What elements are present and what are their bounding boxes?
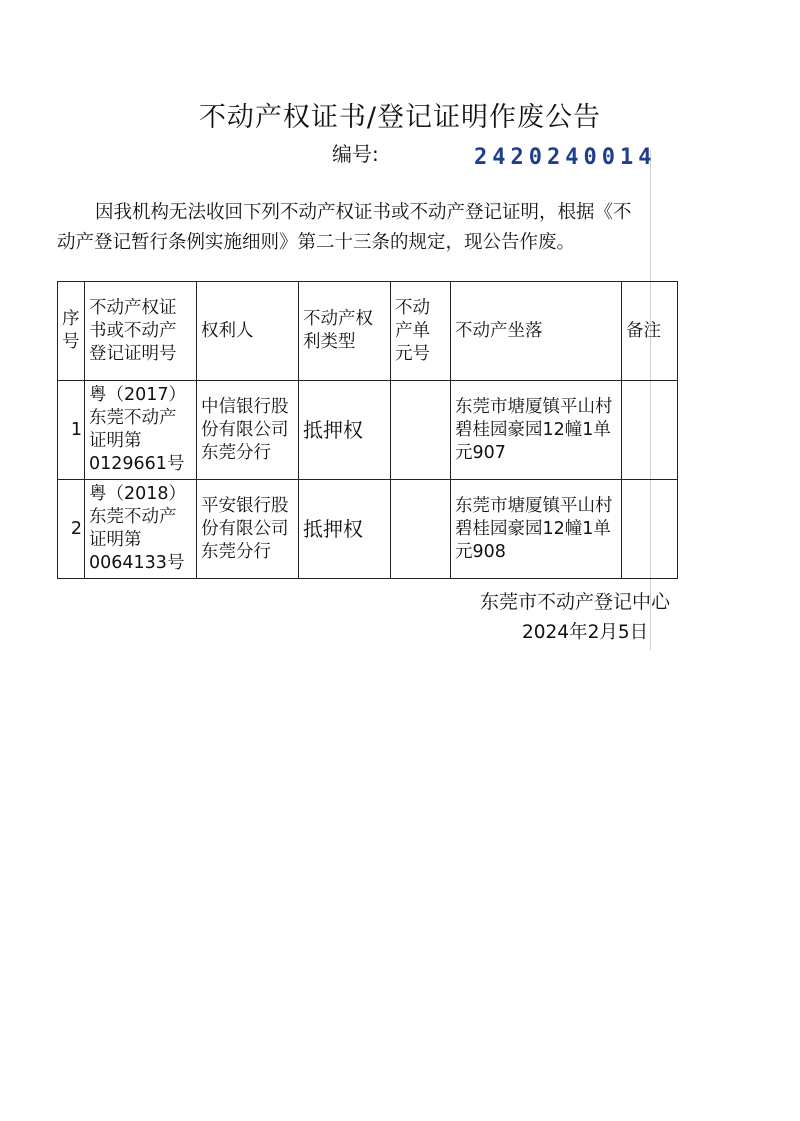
void-certificates-table: [57, 281, 678, 579]
table-header-row: [58, 282, 678, 381]
header-cert-number: 不动产权证书或不动产登记证明号: [85, 282, 197, 381]
cell-address: 东莞市塘厦镇平山村碧桂园豪园12幢1单元908: [451, 480, 622, 579]
issuer-name: 东莞市不动产登记中心: [480, 591, 671, 613]
issue-date: 2024年2月5日: [522, 622, 649, 643]
cell-note: [622, 381, 678, 480]
header-note: 备注: [622, 282, 678, 381]
cell-right-type: 抵押权: [299, 480, 391, 579]
cell-unit-number: [391, 480, 451, 579]
header-unit-number: 不动产单元号: [391, 282, 451, 381]
serial-number: 2420240014: [474, 145, 657, 170]
notice-paragraph: [57, 198, 747, 258]
cell-seq: 2: [58, 480, 85, 579]
document-title: 不动产权证书/登记证明作废公告: [198, 102, 602, 133]
cell-note: [622, 480, 678, 579]
notice-line-1: 因我机构无法收回下列不动产权证书或不动产登记证明，根据《不: [95, 202, 632, 223]
serial-label: 编号:: [332, 142, 379, 166]
cell-address: 东莞市塘厦镇平山村碧桂园豪园12幢1单元907: [451, 381, 622, 480]
cell-right-type: 抵押权: [299, 381, 391, 480]
header-seq: 序号: [58, 282, 85, 381]
cell-seq: 1: [58, 381, 85, 480]
header-right-type: 不动产权利类型: [299, 282, 391, 381]
table-row: [58, 480, 678, 579]
cell-right-holder: 平安银行股份有限公司东莞分行: [197, 480, 299, 579]
table-row: [58, 381, 678, 480]
header-right-holder: 权利人: [197, 282, 299, 381]
notice-line-2: 动产登记暂行条例实施细则》第二十三条的规定，现公告作废。: [57, 232, 576, 253]
cell-right-holder: 中信银行股份有限公司东莞分行: [197, 381, 299, 480]
header-address: 不动产坐落: [451, 282, 622, 381]
cell-cert-number: 粤（2018）东莞不动产证明第0064133号: [85, 480, 197, 579]
cell-unit-number: [391, 381, 451, 480]
cell-cert-number: 粤（2017）东莞不动产证明第0129661号: [85, 381, 197, 480]
